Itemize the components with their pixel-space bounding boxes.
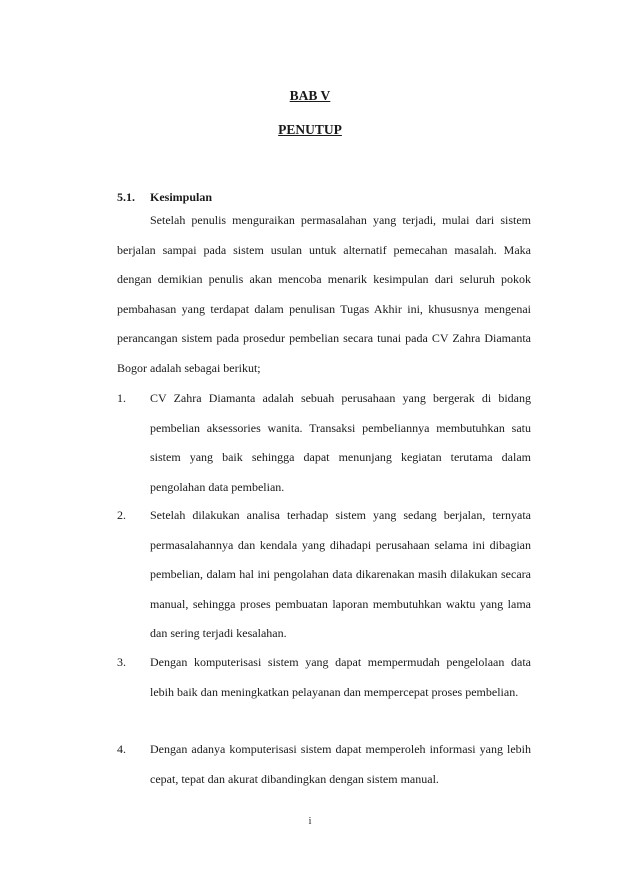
list-item	[117, 501, 531, 649]
list-item	[117, 735, 531, 794]
section-heading	[117, 190, 212, 205]
list-item	[117, 384, 531, 502]
intro-paragraph: Setelah penulis menguraikan permasalahan yang terjadi, mulai dari sistem berjalan sampai pada sistem usulan untuk alternatif pemecahan masalah. Maka dengan demikian penulis akan mencoba menarik kesimpulan dari seluruh pokok pembahasan yang terdapat dalam penulisan Tugas Akhir ini, khususnya mengenai perancangan sistem pada prosedur pembelian secara tunai pada CV Zahra Diamanta Bogor adalah sebagai berikut;	[117, 213, 531, 375]
list-item-number: 3.	[117, 655, 126, 669]
page-number: i	[308, 816, 312, 827]
list-item	[117, 648, 531, 707]
list-item-number: 1.	[117, 391, 126, 405]
list-item-text: CV Zahra Diamanta adalah sebuah perusahaan yang bergerak di bidang pembelian aksessories wanita. Transaksi pembeliannya membutuhkan satu sistem yang baik sehingga dapat menunjang kegiatan terutama dalam pengolahan data pembelian.	[150, 391, 531, 494]
section-title: Kesimpulan	[150, 190, 213, 204]
chapter-number: BAB V	[289, 88, 331, 103]
list-item-text: Dengan komputerisasi sistem yang dapat mempermudah pengelolaan data lebih baik dan meningkatkan pelayanan dan mempercepat proses pembelian.	[150, 655, 531, 699]
list-item-number: 2.	[117, 508, 126, 522]
list-item-text: Dengan adanya komputerisasi sistem dapat memperoleh informasi yang lebih cepat, tepat dan akurat dibandingkan dengan sistem manual.	[150, 742, 531, 786]
section-number: 5.1.	[117, 190, 135, 204]
list-item-text: Setelah dilakukan analisa terhadap sistem yang sedang berjalan, ternyata permasalahannya dan kendala yang dihadapi perusahaan selama ini dibagian pembelian, dalam hal ini pengolahan data dikarenakan masih dilakukan secara manual, sehingga proses pembuatan laporan membutuhkan waktu yang lama dan sering terjadi kesalahan.	[150, 508, 531, 640]
chapter-title: PENUTUP	[278, 122, 342, 137]
list-item-number: 4.	[117, 742, 126, 756]
